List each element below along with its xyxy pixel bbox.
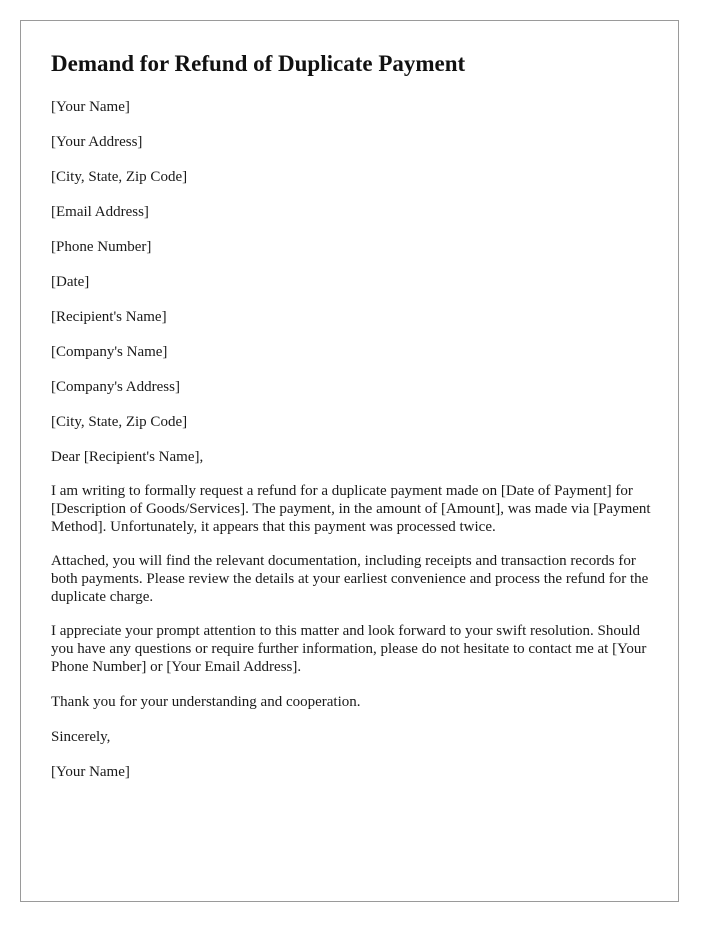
signature-name: [Your Name] — [51, 764, 130, 780]
sender-address: [Your Address] — [51, 134, 143, 150]
body-paragraph-thanks: Thank you for your understanding and cooperation. — [51, 694, 361, 710]
recipient-name: [Recipient's Name] — [51, 309, 167, 325]
body-paragraph-documentation: Attached, you will find the relevant documentation, including receipts and transaction records for both payments. Please review the details at your earliest convenience and process the refund for the duplicate charge. — [51, 553, 649, 605]
letter-page — [20, 20, 679, 902]
sender-name: [Your Name] — [51, 99, 130, 115]
salutation: Dear [Recipient's Name], — [51, 449, 204, 465]
sender-email: [Email Address] — [51, 204, 149, 220]
letter-title: Demand for Refund of Duplicate Payment — [51, 51, 466, 76]
letter-date: [Date] — [51, 274, 90, 290]
recipient-company-address: [Company's Address] — [51, 379, 180, 395]
letter-content — [51, 49, 651, 797]
recipient-city-state-zip: [City, State, Zip Code] — [51, 414, 188, 430]
body-paragraph-request: I am writing to formally request a refund for a duplicate payment made on [Date of Payment] for [Description of Goods/Services]. The payment, in the amount of [Amount], was made via [Payment Method]. Unfortunately, it appears that this payment was processed twice. — [51, 483, 651, 535]
sender-city-state-zip: [City, State, Zip Code] — [51, 169, 188, 185]
recipient-company: [Company's Name] — [51, 344, 168, 360]
closing: Sincerely, — [51, 729, 111, 745]
sender-phone: [Phone Number] — [51, 239, 152, 255]
body-paragraph-contact: I appreciate your prompt attention to this matter and look forward to your swift resolution. Should you have any questions or require further information, please do not hesitate to contact me at [Your Phone Number] or [Your Email Address]. — [51, 623, 647, 675]
